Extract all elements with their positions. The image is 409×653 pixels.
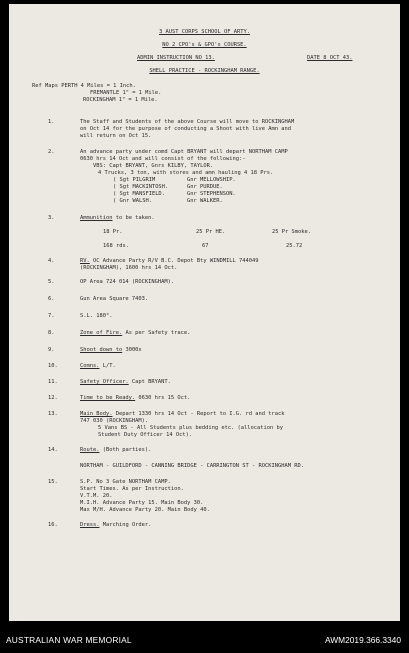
advance-party-member: Gnr WALKER. [187, 198, 223, 204]
item-2-line1: An advance party under comd Capt BRYANT will depart NORTHAM CAMP [80, 149, 288, 155]
advance-party-member: Gnr STEPHENSON. [187, 191, 236, 197]
footer-accession-id: AWM2019.366.3340 [324, 635, 401, 645]
ammunition-heading [80, 215, 155, 221]
ammo-col3-value: 25.72 [286, 243, 303, 249]
footer-institution: AUSTRALIAN WAR MEMORIAL [6, 635, 132, 645]
document-page [9, 4, 400, 621]
advance-party-trucks: 4 Trucks, 3 ton, with stores and amn hauling 4 18 Prs. [98, 170, 274, 176]
item-4-text: OC Advance Party R/V B.C. Depot Bty WINDMILL 744049 [93, 258, 259, 264]
dress-text: Marching Order. [99, 522, 152, 528]
route-line2: NORTHAM - GUILDFORD - CANNING BRIDGE - CARRINGTON ST - ROCKINGHAM RD. [80, 463, 304, 469]
item-4-line1 [80, 258, 259, 264]
item-4-line2: (ROCKINGHAM), 1600 hrs 14 Oct. [80, 265, 178, 271]
footer-bar [0, 621, 409, 653]
ammo-col2-value: 67 [202, 243, 209, 249]
item-number: 15. [48, 479, 58, 485]
header-line1: 3 AUST CORPS SCHOOL OF ARTY. [159, 29, 250, 35]
advance-party-member: ( Sgt MACKINTOSH. [113, 184, 169, 190]
ammunition-suffix: to be taken. [112, 215, 155, 221]
document-date: DATE 8 OCT 43. [307, 55, 353, 61]
item-5-text: OP Area 724 014 (ROCKINGHAM). [80, 279, 175, 285]
sp-line4: M.I.H. Advance Party 15. Main Body 30. [80, 500, 204, 506]
item-11-line [80, 379, 171, 385]
dress-line [80, 522, 151, 528]
item-8-text: As per Safety trace. [122, 330, 191, 336]
item-10-text: L/T. [99, 363, 116, 369]
dress-label: Dress. [80, 522, 100, 528]
item-number: 14. [48, 447, 58, 453]
route-text: (Both parties). [99, 447, 152, 453]
item-12-text: 0630 hrs 15 Oct. [135, 395, 191, 401]
item-6-text: Gun Area Square 7403. [80, 296, 149, 302]
instruction-number: ADMIN INSTRUCTION NO 13. [137, 55, 215, 61]
main-body-line1 [80, 411, 284, 417]
item-number: 8. [48, 330, 55, 336]
item-9-label: Shoot down to [80, 347, 123, 353]
item-number: 12. [48, 395, 58, 401]
item-9-line [80, 347, 142, 353]
item-8-line [80, 330, 190, 336]
item-number: 10. [48, 363, 58, 369]
ref-maps-line3: ROCKINGHAM 1" = 1 Mile. [83, 97, 158, 103]
item-7-text: S.L. 180°. [80, 313, 113, 319]
advance-party-member: Gnr MELLOWSHIP. [187, 177, 236, 183]
ammo-col1-value: 168 rds. [103, 243, 129, 249]
sp-line2: Start Times. As per Instruction. [80, 486, 184, 492]
main-body-line4: Student Duty Officer 14 Oct). [98, 432, 193, 438]
item-1-line1: The Staff and Students of the above Course will move to ROCKINGHAM [80, 119, 295, 125]
ammo-col3-head: 25 Pr Smoke. [272, 229, 311, 235]
main-body-line2: 747 030 (ROCKINGHAM). [80, 418, 149, 424]
item-1-line2: on Oct 14 for the purpose of conducting a Shoot with live Amn and [80, 126, 291, 132]
item-2-line2: 0630 hrs 14 Oct and will consist of the following:- [80, 156, 246, 162]
item-number: 7. [48, 313, 55, 319]
item-number: 3. [48, 215, 55, 221]
sp-line5: Max M/H. Advance Party 20. Main Body 40. [80, 507, 210, 513]
ammunition-title: Ammunition [80, 215, 113, 221]
ref-maps-line1: Ref Maps PERTH 4 Miles = 1 Inch. [32, 83, 136, 89]
item-4-label: RV. [80, 258, 90, 264]
item-12-label: Time to be Ready. [80, 395, 136, 401]
item-10-label: Comns. [80, 363, 100, 369]
ref-maps-line2: FREMANTLE 1" = 1 Mile. [90, 90, 162, 96]
item-number: 16. [48, 522, 58, 528]
item-10-line [80, 363, 116, 369]
advance-party-member: ( Sgt PILGRIM [113, 177, 156, 183]
item-11-label: Safety Officer. [80, 379, 129, 385]
document-body [9, 4, 400, 621]
advance-party-vbs: VBS: Capt BRYANT, Gnrs KILBY, TAYLOR. [93, 163, 214, 169]
item-number: 1. [48, 119, 55, 125]
item-number: 9. [48, 347, 55, 353]
item-8-label: Zone of Fire. [80, 330, 123, 336]
item-number: 4. [48, 258, 55, 264]
header-line2: NO 2 CPO's & GPO's COURSE. [162, 42, 247, 48]
sp-line3: V.T.M. 20. [80, 493, 113, 499]
ammo-col1-head: 18 Pr. [103, 229, 123, 235]
subject-line: SHELL PRACTICE - ROCKINGHAM RANGE. [149, 68, 260, 74]
item-9-text: 3000x [122, 347, 142, 353]
item-number: 6. [48, 296, 55, 302]
ammo-col2-head: 25 Pr HE. [196, 229, 226, 235]
advance-party-member: ( Sgt MANSFIELD. [113, 191, 165, 197]
item-number: 2. [48, 149, 55, 155]
main-body-label: Main Body. [80, 411, 113, 417]
item-number: 5. [48, 279, 55, 285]
route-line1 [80, 447, 151, 453]
advance-party-member: ( Gnr WALSH. [113, 198, 152, 204]
route-label: Route. [80, 447, 100, 453]
item-11-text: Capt BRYANT. [128, 379, 171, 385]
advance-party-member: Gnr PURDUE. [187, 184, 223, 190]
item-12-line [80, 395, 190, 401]
main-body-line3: 5 Vans BS - All Students plus bedding etc. (allocation by [98, 425, 283, 431]
item-number: 13. [48, 411, 58, 417]
item-number: 11. [48, 379, 58, 385]
sp-line1: S.P. No 3 Gate NORTHAM CAMP. [80, 479, 171, 485]
item-1-line3: will return on Oct 15. [80, 133, 152, 139]
main-body-text: Depart 1330 hrs 14 Oct - Report to I.G. rd and track [112, 411, 285, 417]
